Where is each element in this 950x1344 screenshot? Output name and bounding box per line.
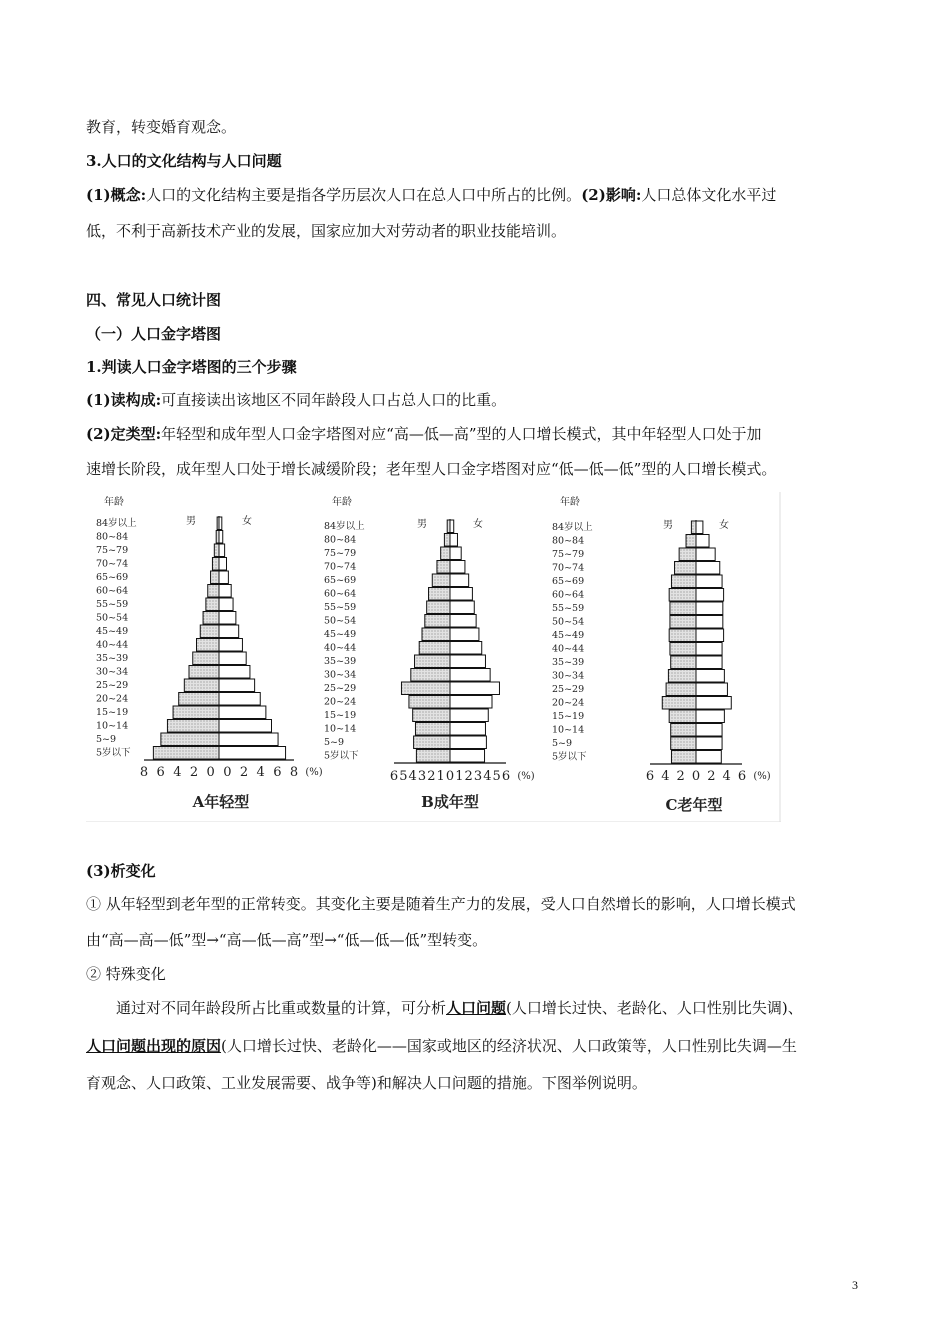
male-bar	[411, 669, 450, 682]
x-tick-label: 6	[389, 769, 399, 784]
male-bar	[437, 561, 450, 574]
female-bar	[450, 534, 457, 547]
female-bar	[450, 736, 486, 749]
male-bar	[427, 601, 450, 614]
female-bar	[450, 588, 472, 601]
x-tick-label: 2	[707, 769, 716, 784]
female-bar	[696, 575, 722, 588]
page-number: 3	[852, 1278, 858, 1292]
step-label: (2)定类型:	[86, 425, 162, 443]
female-bar	[696, 710, 724, 723]
male-bar	[415, 655, 450, 668]
age-group-label: 35~39	[552, 657, 585, 668]
x-tick-label: 2	[676, 769, 685, 784]
male-bar	[670, 616, 696, 629]
female-bar	[696, 535, 709, 548]
unit-label: (%)	[517, 771, 535, 782]
male-bar	[441, 547, 450, 560]
inline-text: (人口增长过快、老龄化、人口性别比失调)、	[506, 999, 803, 1017]
pyramid-title: A年轻型	[192, 793, 250, 811]
female-bar	[450, 642, 482, 655]
age-group-label: 30~34	[552, 670, 585, 682]
female-bar	[219, 666, 250, 679]
female-bar	[219, 720, 272, 733]
paragraph-line: 低，不利于高新技术产业的发展，国家应加大对劳动者的职业技能培训。	[86, 222, 567, 240]
male-bar	[429, 588, 450, 601]
inline-text: (人口增长过快、老龄化——国家或地区的经济状况、人口政策等，人口性别比失调—生	[221, 1037, 797, 1055]
male-bar	[432, 574, 450, 587]
age-group-label: 30~34	[96, 666, 129, 678]
x-tick-label: 4	[661, 769, 670, 784]
paragraph-line: 育观念、人口政策、工业发展需要、战争等)和解决人口问题的措施。下图举例说明。	[86, 1074, 647, 1092]
male-bar	[211, 571, 219, 584]
female-bar	[219, 585, 231, 598]
x-tick-label: 0	[691, 769, 701, 784]
paragraph-line: ② 特殊变化	[86, 965, 166, 983]
male-bar	[193, 652, 219, 665]
male-bar	[173, 706, 219, 719]
x-tick-label: 2	[239, 765, 249, 780]
male-bar	[669, 629, 696, 642]
paragraph-line: 教育，转变婚育观念。	[86, 118, 237, 136]
male-bar	[669, 589, 696, 602]
inline-text: 通过对不同年龄段所占比重或数量的计算，可分析	[116, 999, 447, 1017]
age-group-label: 15~19	[552, 711, 585, 722]
age-group-label: 70~74	[324, 561, 357, 573]
age-group-label: 30~34	[324, 669, 357, 681]
female-bar	[219, 706, 266, 719]
age-group-label: 70~74	[96, 558, 129, 570]
x-tick-label: 1	[455, 769, 464, 784]
age-group-label: 70~74	[552, 562, 585, 574]
age-group-label: 25~29	[324, 683, 357, 694]
female-bar	[450, 723, 485, 736]
female-label: 女	[242, 516, 252, 527]
female-bar	[696, 548, 715, 561]
age-group-label: 5~9	[552, 738, 573, 749]
male-label: 男	[186, 516, 196, 527]
age-group-label: 5岁以下	[552, 751, 587, 763]
male-bar	[422, 628, 450, 641]
female-bar	[696, 629, 724, 642]
male-bar	[409, 696, 450, 709]
male-bar	[691, 521, 696, 534]
female-bar	[450, 669, 490, 682]
age-group-label: 10~14	[324, 723, 357, 735]
male-bar	[666, 683, 696, 696]
age-group-label: 80~84	[324, 534, 357, 546]
male-bar	[416, 750, 450, 763]
age-group-label: 35~39	[324, 656, 357, 667]
male-bar	[671, 751, 696, 764]
subsection-heading: （一）人口金字塔图	[86, 325, 222, 343]
x-tick-label: 8	[289, 765, 299, 780]
unit-label: (%)	[305, 767, 323, 778]
female-bar	[450, 574, 469, 587]
female-bar	[219, 612, 236, 625]
pyramid-title: B成年型	[421, 793, 479, 811]
male-bar	[401, 682, 450, 695]
female-label: 女	[719, 520, 729, 531]
female-bar	[450, 750, 485, 763]
age-group-label: 65~69	[552, 576, 585, 587]
age-group-label: 65~69	[96, 572, 129, 583]
male-bar	[184, 679, 219, 692]
paragraph-line	[86, 390, 866, 410]
age-group-label: 40~44	[324, 642, 357, 654]
age-group-label: 50~54	[324, 615, 357, 627]
female-bar	[696, 656, 722, 669]
x-tick-label: 2	[427, 769, 436, 784]
age-group-label: 25~29	[96, 680, 129, 691]
male-label: 男	[663, 520, 673, 531]
x-tick-label: 6	[737, 769, 747, 784]
female-bar	[219, 679, 255, 692]
x-tick-label: 2	[464, 769, 473, 784]
x-tick-label: 8	[139, 765, 149, 780]
male-bar	[670, 602, 696, 615]
age-group-label: 84岁以上	[324, 521, 365, 532]
age-group-label: 60~64	[552, 589, 585, 601]
female-bar	[696, 724, 722, 737]
x-tick-label: 4	[483, 769, 492, 784]
female-bar	[450, 601, 474, 614]
unit-label: (%)	[753, 771, 771, 782]
male-bar	[161, 733, 219, 746]
male-bar	[671, 656, 696, 669]
female-label: 女	[473, 519, 483, 530]
male-bar	[425, 615, 450, 628]
male-bar	[675, 562, 696, 575]
female-bar	[219, 571, 228, 584]
age-group-label: 75~79	[552, 549, 585, 560]
female-bar	[450, 547, 461, 560]
male-bar	[668, 670, 696, 683]
x-tick-label: 2	[189, 765, 199, 780]
age-group-label: 55~59	[324, 602, 357, 613]
age-group-label: 5岁以下	[324, 750, 359, 762]
age-group-label: 45~49	[324, 629, 357, 640]
female-bar	[219, 531, 223, 544]
age-group-label: 50~54	[552, 616, 585, 628]
x-tick-label: 6	[273, 765, 282, 780]
male-bar	[686, 535, 696, 548]
age-group-label: 55~59	[552, 603, 585, 614]
term-label: (1)概念:	[86, 186, 147, 204]
female-bar	[450, 709, 488, 722]
age-group-label: 75~79	[324, 548, 357, 559]
age-axis-title: 年龄	[560, 497, 580, 508]
female-bar	[696, 602, 723, 615]
male-bar	[671, 575, 696, 588]
male-bar	[670, 643, 696, 656]
female-bar	[219, 652, 246, 665]
male-bar	[212, 558, 219, 571]
female-bar	[450, 561, 465, 574]
term-label: (2)影响:	[581, 186, 642, 204]
age-group-label: 80~84	[552, 535, 585, 547]
x-tick-label: 4	[256, 765, 265, 780]
term-text: 人口总体文化水平过	[641, 186, 777, 204]
female-bar	[450, 628, 479, 641]
female-bar	[696, 589, 724, 602]
x-tick-label: 5	[492, 769, 501, 784]
female-bar	[696, 643, 722, 656]
age-group-label: 80~84	[96, 531, 129, 543]
age-group-label: 40~44	[552, 643, 585, 655]
step-text: 年轻型和成年型人口金字塔图对应“高—低—高”型的人口增长模式，其中年轻型人口处于加	[161, 425, 762, 443]
female-bar	[219, 639, 242, 652]
x-tick-label: 3	[417, 769, 427, 784]
paragraph-line	[86, 424, 866, 444]
age-group-label: 35~39	[96, 653, 129, 664]
male-label: 男	[417, 519, 427, 530]
step-label: (1)读构成:	[86, 391, 162, 409]
age-group-label: 20~24	[96, 693, 129, 705]
male-bar	[208, 585, 219, 598]
paragraph-line: 由“高—高—低”型→“高—低—高”型→“低—低—低”型转变。	[86, 931, 488, 949]
x-tick-label: 0	[206, 765, 215, 780]
section-heading: 3.人口的文化结构与人口问题	[86, 152, 282, 170]
population-pyramids-figure	[86, 492, 781, 822]
female-bar	[450, 520, 454, 533]
age-group-label: 5~9	[96, 734, 117, 745]
age-group-label: 20~24	[324, 696, 357, 708]
male-bar	[200, 625, 219, 638]
underlined-term: 人口问题	[446, 999, 507, 1017]
male-bar	[669, 710, 696, 723]
male-bar	[679, 548, 696, 561]
paragraph-line: 速增长阶段，成年型人口处于增长减缓阶段；老年型人口金字塔图对应“低—低—低”型的人口增长模式。	[86, 460, 777, 478]
age-group-label: 15~19	[324, 710, 357, 721]
female-bar	[219, 544, 225, 557]
age-group-label: 50~54	[96, 612, 129, 624]
paragraph-line	[86, 185, 866, 205]
female-bar	[696, 697, 731, 710]
term-text: 人口的文化结构主要是指各学历层次人口在总人口中所占的比例。	[146, 186, 582, 204]
male-bar	[189, 666, 219, 679]
male-bar	[167, 720, 219, 733]
age-group-label: 55~59	[96, 599, 129, 610]
female-bar	[219, 733, 278, 746]
x-tick-label: 0	[223, 765, 232, 780]
age-group-label: 25~29	[552, 684, 585, 695]
female-bar	[219, 558, 227, 571]
age-axis-title: 年龄	[332, 497, 352, 508]
x-tick-label: 1	[436, 769, 445, 784]
age-group-label: 65~69	[324, 575, 357, 586]
male-bar	[662, 697, 696, 710]
age-group-label: 40~44	[96, 639, 129, 651]
age-group-label: 5岁以下	[96, 747, 131, 759]
age-group-label: 60~64	[96, 585, 129, 597]
x-tick-label: 4	[408, 769, 417, 784]
underlined-term: 人口问题出现的原因	[86, 1037, 222, 1055]
x-tick-label: 4	[722, 769, 731, 784]
x-tick-label: 6	[156, 765, 165, 780]
male-bar	[419, 642, 450, 655]
female-bar	[696, 751, 721, 764]
female-bar	[219, 693, 260, 706]
male-bar	[206, 598, 219, 611]
step-text: 可直接读出该地区不同年龄段人口占总人口的比重。	[161, 391, 507, 409]
female-bar	[696, 616, 723, 629]
female-bar	[450, 696, 492, 709]
male-bar	[415, 723, 450, 736]
age-axis-title: 年龄	[104, 497, 124, 508]
male-bar	[197, 639, 220, 652]
x-tick-label: 3	[473, 769, 483, 784]
pyramid-title: C老年型	[665, 796, 723, 814]
age-group-label: 84岁以上	[96, 518, 137, 529]
age-group-label: 45~49	[552, 630, 585, 641]
age-group-label: 75~79	[96, 545, 129, 556]
male-bar	[671, 724, 696, 737]
age-group-label: 60~64	[324, 588, 357, 600]
age-group-label: 10~14	[96, 720, 129, 732]
male-bar	[413, 709, 450, 722]
age-group-label: 45~49	[96, 626, 129, 637]
female-bar	[450, 655, 485, 668]
male-bar	[214, 544, 219, 557]
female-bar	[219, 747, 286, 760]
x-tick-label: 6	[501, 769, 511, 784]
female-bar	[696, 670, 724, 683]
male-bar	[444, 534, 450, 547]
female-bar	[696, 562, 720, 575]
female-bar	[696, 737, 722, 750]
male-bar	[153, 747, 219, 760]
paragraph-line	[116, 998, 866, 1018]
male-bar	[414, 736, 450, 749]
female-bar	[450, 682, 499, 695]
female-bar	[219, 598, 233, 611]
female-bar	[450, 615, 476, 628]
x-tick-label: 0	[445, 769, 455, 784]
male-bar	[203, 612, 219, 625]
subsection-heading: 1.判读人口金字塔图的三个步骤	[86, 358, 297, 376]
x-tick-label: 4	[173, 765, 182, 780]
paragraph-line	[86, 1036, 866, 1056]
male-bar	[671, 737, 696, 750]
age-group-label: 20~24	[552, 697, 585, 709]
male-bar	[179, 693, 219, 706]
paragraph-line: ① 从年轻型到老年型的正常转变。其变化主要是随着生产力的发展，受人口自然增长的影响，人口增长模式	[86, 895, 796, 913]
female-bar	[696, 521, 703, 534]
x-tick-label: 6	[645, 769, 655, 784]
age-group-label: 10~14	[552, 724, 585, 736]
female-bar	[219, 625, 239, 638]
x-tick-label: 5	[399, 769, 408, 784]
age-group-label: 84岁以上	[552, 522, 593, 533]
section-heading: 四、常见人口统计图	[86, 291, 222, 309]
age-group-label: 5~9	[324, 737, 345, 748]
step-heading: (3)析变化	[86, 862, 156, 880]
age-group-label: 15~19	[96, 707, 129, 718]
female-bar	[696, 683, 727, 696]
